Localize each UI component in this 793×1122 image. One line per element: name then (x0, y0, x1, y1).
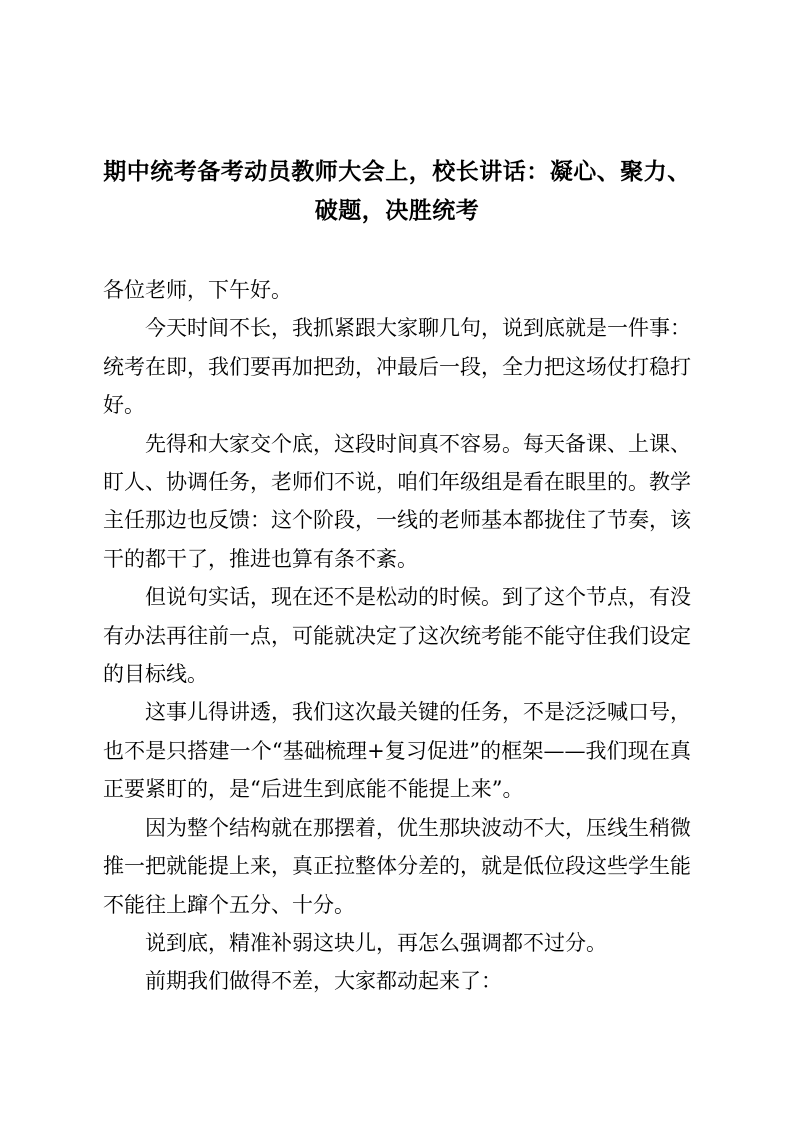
paragraph: 说到底，精准补弱这块儿，再怎么强调都不过分。 (145, 930, 607, 955)
paragraph: 但说句实话，现在还不是松动的时候。到了这个节点，有没有办法再往前一点，可能就决定了这次统考能不能守住我们设定的目标线。 (103, 585, 691, 687)
paragraph: 今天时间不长，我抓紧跟大家聊几句，说到底就是一件事：统考在即，我们要再加把劲，冲最后一段，全力把这场仗打稳打好。 (103, 316, 691, 418)
document-title: 期中统考备考动员教师大会上，校长讲话：凝心、聚力、破题，决胜统考 (103, 158, 691, 223)
paragraph-greeting: 各位老师，下午好。 (103, 278, 292, 302)
document-body (103, 271, 691, 1001)
paragraph: 这事儿得讲透，我们这次最关键的任务，不是泛泛喊口号，也不是只搭建一个“基础梳理+复习促进”的框架——我们现在真正要紧盯的，是“后进生到底能不能提上来”。 (103, 700, 691, 802)
paragraph: 因为整个结构就在那摆着，优生那块波动不大，压线生稍微推一把就能提上来，真正拉整体分差的，就是低位段这些学生能不能往上蹿个五分、十分。 (103, 815, 691, 917)
paragraph: 先得和大家交个底，这段时间真不容易。每天备课、上课、盯人、协调任务，老师们不说，咱们年级组是看在眼里的。教学主任那边也反馈：这个阶段，一线的老师基本都拢住了节奏，该干的都干了，推进也算有条不紊。 (103, 431, 691, 571)
paragraph: 前期我们做得不差，大家都动起来了： (145, 969, 502, 994)
